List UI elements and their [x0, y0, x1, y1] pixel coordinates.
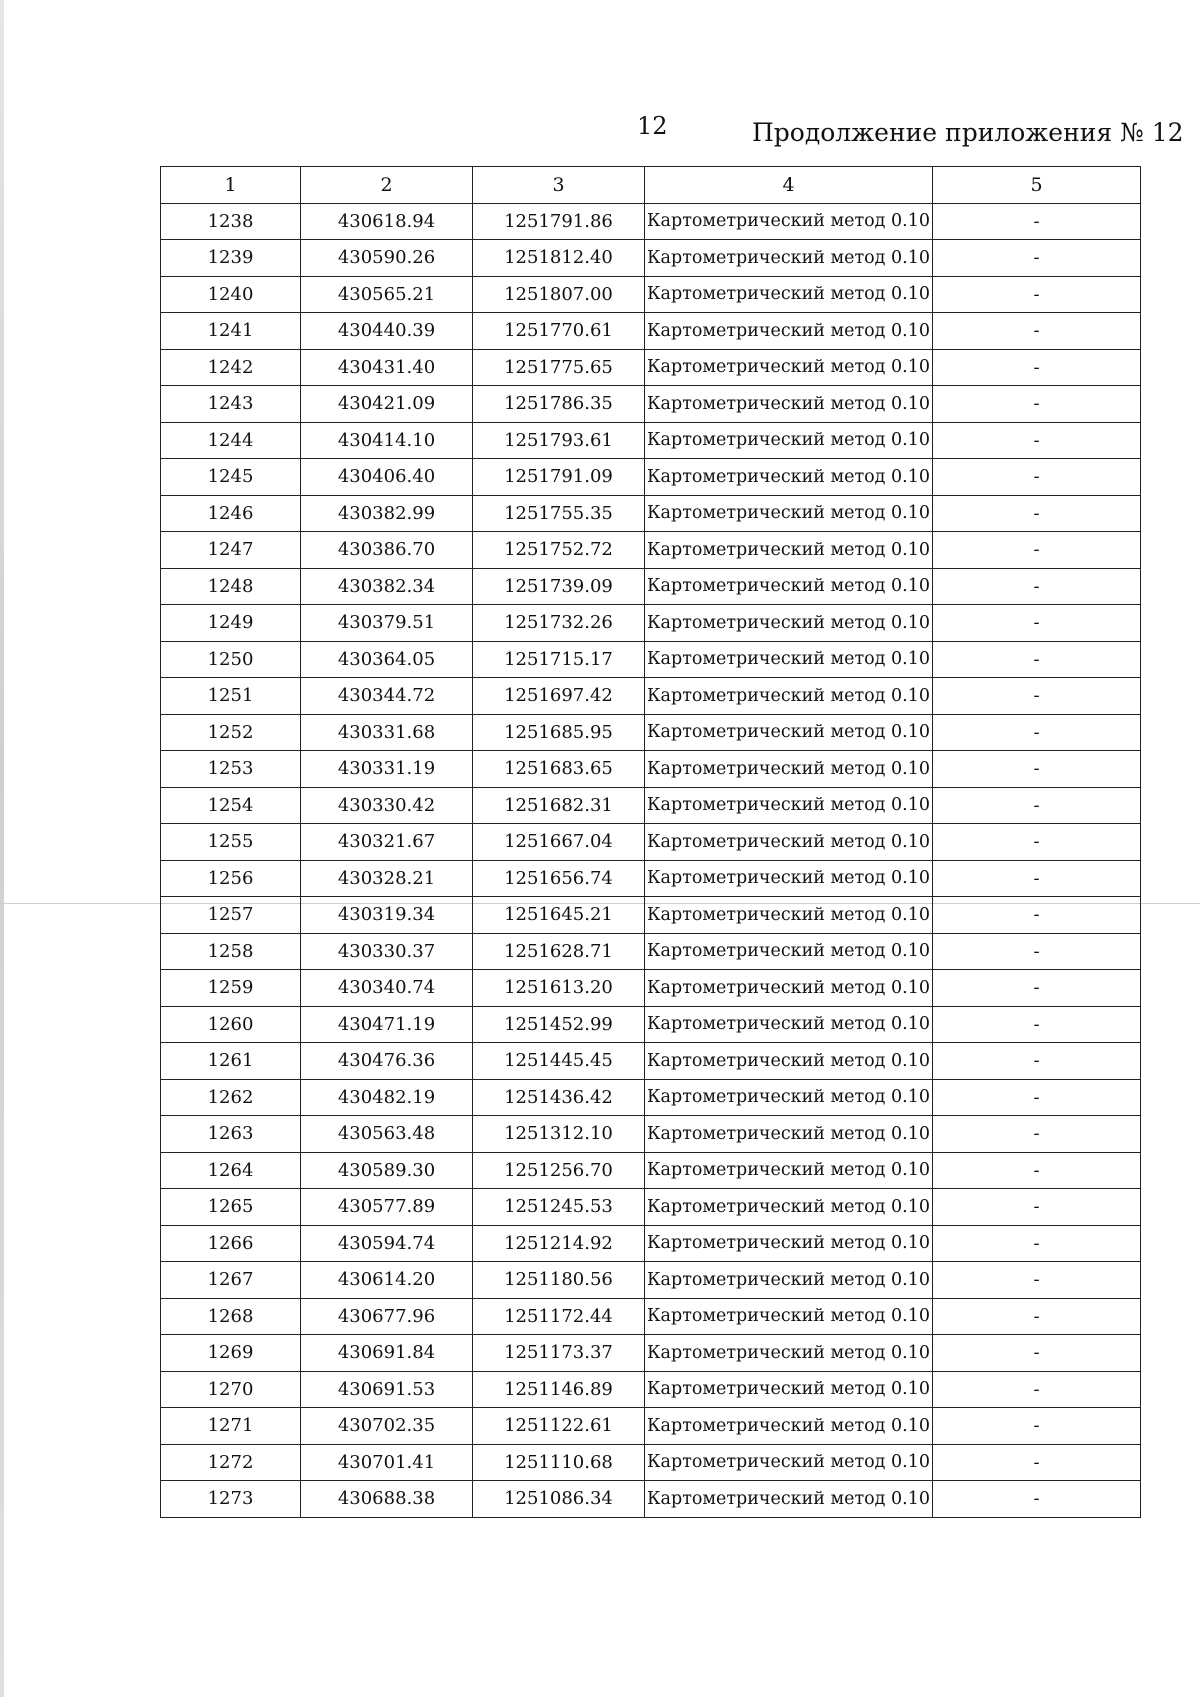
table-row — [161, 751, 1141, 788]
y-coordinate-cell: 1251645.21 — [473, 897, 645, 934]
note-cell: - — [933, 1006, 1141, 1043]
method-cell: Картометрический метод 0.10 — [645, 1189, 933, 1226]
x-coordinate-cell: 430482.19 — [301, 1079, 473, 1116]
point-number-cell: 1247 — [161, 532, 301, 569]
y-coordinate-cell: 1251628.71 — [473, 933, 645, 970]
method-cell: Картометрический метод 0.10 — [645, 1116, 933, 1153]
table-row — [161, 897, 1141, 934]
table-row — [161, 1371, 1141, 1408]
y-coordinate-cell: 1251793.61 — [473, 422, 645, 459]
point-number-cell: 1246 — [161, 495, 301, 532]
point-number-cell: 1263 — [161, 1116, 301, 1153]
table-row — [161, 1481, 1141, 1518]
table-row — [161, 349, 1141, 386]
note-cell: - — [933, 1189, 1141, 1226]
y-coordinate-cell: 1251436.42 — [473, 1079, 645, 1116]
y-coordinate-cell: 1251732.26 — [473, 605, 645, 642]
table-row — [161, 276, 1141, 313]
note-cell: - — [933, 313, 1141, 350]
x-coordinate-cell: 430702.35 — [301, 1408, 473, 1445]
y-coordinate-cell: 1251682.31 — [473, 787, 645, 824]
table-row — [161, 824, 1141, 861]
table-row — [161, 714, 1141, 751]
method-cell: Картометрический метод 0.10 — [645, 1444, 933, 1481]
x-coordinate-cell: 430382.99 — [301, 495, 473, 532]
header-row — [161, 167, 1141, 204]
note-cell: - — [933, 933, 1141, 970]
y-coordinate-cell: 1251146.89 — [473, 1371, 645, 1408]
note-cell: - — [933, 970, 1141, 1007]
x-coordinate-cell: 430331.19 — [301, 751, 473, 788]
y-coordinate-cell: 1251697.42 — [473, 678, 645, 715]
point-number-cell: 1242 — [161, 349, 301, 386]
y-coordinate-cell: 1251755.35 — [473, 495, 645, 532]
point-number-cell: 1249 — [161, 605, 301, 642]
note-cell: - — [933, 203, 1141, 240]
x-coordinate-cell: 430330.37 — [301, 933, 473, 970]
point-number-cell: 1248 — [161, 568, 301, 605]
note-cell: - — [933, 824, 1141, 861]
page-number: 12 — [637, 112, 668, 140]
point-number-cell: 1244 — [161, 422, 301, 459]
note-cell: - — [933, 1043, 1141, 1080]
y-coordinate-cell: 1251245.53 — [473, 1189, 645, 1226]
point-number-cell: 1260 — [161, 1006, 301, 1043]
y-coordinate-cell: 1251812.40 — [473, 240, 645, 277]
note-cell: - — [933, 532, 1141, 569]
x-coordinate-cell: 430319.34 — [301, 897, 473, 934]
method-cell: Картометрический метод 0.10 — [645, 605, 933, 642]
note-cell: - — [933, 1481, 1141, 1518]
table-row — [161, 970, 1141, 1007]
x-coordinate-cell: 430594.74 — [301, 1225, 473, 1262]
note-cell: - — [933, 605, 1141, 642]
note-cell: - — [933, 386, 1141, 423]
appendix-title: Продолжение приложения № 12 — [752, 118, 1184, 147]
table-row — [161, 1006, 1141, 1043]
method-cell: Картометрический метод 0.10 — [645, 970, 933, 1007]
point-number-cell: 1264 — [161, 1152, 301, 1189]
note-cell: - — [933, 1444, 1141, 1481]
coordinates-table — [160, 166, 1141, 1518]
method-cell: Картометрический метод 0.10 — [645, 1043, 933, 1080]
table-row — [161, 495, 1141, 532]
y-coordinate-cell: 1251086.34 — [473, 1481, 645, 1518]
note-cell: - — [933, 1408, 1141, 1445]
method-cell: Картометрический метод 0.10 — [645, 860, 933, 897]
point-number-cell: 1240 — [161, 276, 301, 313]
method-cell: Картометрический метод 0.10 — [645, 349, 933, 386]
y-coordinate-cell: 1251770.61 — [473, 313, 645, 350]
point-number-cell: 1245 — [161, 459, 301, 496]
point-number-cell: 1258 — [161, 933, 301, 970]
table-row — [161, 1335, 1141, 1372]
note-cell: - — [933, 1371, 1141, 1408]
point-number-cell: 1272 — [161, 1444, 301, 1481]
method-cell: Картометрический метод 0.10 — [645, 1298, 933, 1335]
point-number-cell: 1255 — [161, 824, 301, 861]
method-cell: Картометрический метод 0.10 — [645, 933, 933, 970]
table-row — [161, 532, 1141, 569]
y-coordinate-cell: 1251256.70 — [473, 1152, 645, 1189]
x-coordinate-cell: 430577.89 — [301, 1189, 473, 1226]
x-coordinate-cell: 430701.41 — [301, 1444, 473, 1481]
y-coordinate-cell: 1251752.72 — [473, 532, 645, 569]
method-cell: Картометрический метод 0.10 — [645, 1006, 933, 1043]
table-row — [161, 678, 1141, 715]
x-coordinate-cell: 430406.40 — [301, 459, 473, 496]
method-cell: Картометрический метод 0.10 — [645, 641, 933, 678]
x-coordinate-cell: 430691.84 — [301, 1335, 473, 1372]
method-cell: Картометрический метод 0.10 — [645, 240, 933, 277]
method-cell: Картометрический метод 0.10 — [645, 714, 933, 751]
table-row — [161, 313, 1141, 350]
table-row — [161, 568, 1141, 605]
method-cell: Картометрический метод 0.10 — [645, 203, 933, 240]
table-row — [161, 1444, 1141, 1481]
y-coordinate-cell: 1251775.65 — [473, 349, 645, 386]
y-coordinate-cell: 1251807.00 — [473, 276, 645, 313]
column-header-3: 3 — [473, 167, 645, 204]
note-cell: - — [933, 787, 1141, 824]
point-number-cell: 1271 — [161, 1408, 301, 1445]
x-coordinate-cell: 430688.38 — [301, 1481, 473, 1518]
point-number-cell: 1262 — [161, 1079, 301, 1116]
x-coordinate-cell: 430440.39 — [301, 313, 473, 350]
column-header-5: 5 — [933, 167, 1141, 204]
method-cell: Картометрический метод 0.10 — [645, 1371, 933, 1408]
note-cell: - — [933, 678, 1141, 715]
method-cell: Картометрический метод 0.10 — [645, 1481, 933, 1518]
x-coordinate-cell: 430330.42 — [301, 787, 473, 824]
point-number-cell: 1257 — [161, 897, 301, 934]
point-number-cell: 1269 — [161, 1335, 301, 1372]
note-cell: - — [933, 897, 1141, 934]
y-coordinate-cell: 1251791.86 — [473, 203, 645, 240]
note-cell: - — [933, 1152, 1141, 1189]
point-number-cell: 1251 — [161, 678, 301, 715]
column-header-4: 4 — [645, 167, 933, 204]
table-row — [161, 641, 1141, 678]
y-coordinate-cell: 1251786.35 — [473, 386, 645, 423]
table-row — [161, 422, 1141, 459]
point-number-cell: 1270 — [161, 1371, 301, 1408]
note-cell: - — [933, 1225, 1141, 1262]
y-coordinate-cell: 1251683.65 — [473, 751, 645, 788]
table-row — [161, 459, 1141, 496]
point-number-cell: 1261 — [161, 1043, 301, 1080]
table-row — [161, 933, 1141, 970]
method-cell: Картометрический метод 0.10 — [645, 1262, 933, 1299]
column-header-2: 2 — [301, 167, 473, 204]
x-coordinate-cell: 430344.72 — [301, 678, 473, 715]
x-coordinate-cell: 430618.94 — [301, 203, 473, 240]
x-coordinate-cell: 430331.68 — [301, 714, 473, 751]
method-cell: Картометрический метод 0.10 — [645, 276, 933, 313]
method-cell: Картометрический метод 0.10 — [645, 422, 933, 459]
point-number-cell: 1252 — [161, 714, 301, 751]
y-coordinate-cell: 1251739.09 — [473, 568, 645, 605]
point-number-cell: 1256 — [161, 860, 301, 897]
y-coordinate-cell: 1251122.61 — [473, 1408, 645, 1445]
x-coordinate-cell: 430589.30 — [301, 1152, 473, 1189]
method-cell: Картометрический метод 0.10 — [645, 386, 933, 423]
column-header-1: 1 — [161, 167, 301, 204]
note-cell: - — [933, 714, 1141, 751]
note-cell: - — [933, 1335, 1141, 1372]
table-row — [161, 787, 1141, 824]
x-coordinate-cell: 430431.40 — [301, 349, 473, 386]
table-row — [161, 1298, 1141, 1335]
method-cell: Картометрический метод 0.10 — [645, 1152, 933, 1189]
table-row — [161, 1408, 1141, 1445]
y-coordinate-cell: 1251667.04 — [473, 824, 645, 861]
y-coordinate-cell: 1251452.99 — [473, 1006, 645, 1043]
point-number-cell: 1250 — [161, 641, 301, 678]
x-coordinate-cell: 430691.53 — [301, 1371, 473, 1408]
method-cell: Картометрический метод 0.10 — [645, 532, 933, 569]
y-coordinate-cell: 1251214.92 — [473, 1225, 645, 1262]
note-cell: - — [933, 1116, 1141, 1153]
y-coordinate-cell: 1251173.37 — [473, 1335, 645, 1372]
y-coordinate-cell: 1251791.09 — [473, 459, 645, 496]
x-coordinate-cell: 430677.96 — [301, 1298, 473, 1335]
table-row — [161, 1225, 1141, 1262]
y-coordinate-cell: 1251180.56 — [473, 1262, 645, 1299]
x-coordinate-cell: 430614.20 — [301, 1262, 473, 1299]
point-number-cell: 1253 — [161, 751, 301, 788]
y-coordinate-cell: 1251110.68 — [473, 1444, 645, 1481]
method-cell: Картометрический метод 0.10 — [645, 678, 933, 715]
y-coordinate-cell: 1251445.45 — [473, 1043, 645, 1080]
point-number-cell: 1241 — [161, 313, 301, 350]
table-row — [161, 860, 1141, 897]
table-row — [161, 240, 1141, 277]
point-number-cell: 1239 — [161, 240, 301, 277]
method-cell: Картометрический метод 0.10 — [645, 1335, 933, 1372]
table-row — [161, 203, 1141, 240]
note-cell: - — [933, 1262, 1141, 1299]
table-row — [161, 386, 1141, 423]
x-coordinate-cell: 430379.51 — [301, 605, 473, 642]
point-number-cell: 1243 — [161, 386, 301, 423]
x-coordinate-cell: 430565.21 — [301, 276, 473, 313]
method-cell: Картометрический метод 0.10 — [645, 568, 933, 605]
x-coordinate-cell: 430414.10 — [301, 422, 473, 459]
method-cell: Картометрический метод 0.10 — [645, 1408, 933, 1445]
x-coordinate-cell: 430421.09 — [301, 386, 473, 423]
x-coordinate-cell: 430476.36 — [301, 1043, 473, 1080]
x-coordinate-cell: 430590.26 — [301, 240, 473, 277]
y-coordinate-cell: 1251312.10 — [473, 1116, 645, 1153]
method-cell: Картометрический метод 0.10 — [645, 459, 933, 496]
method-cell: Картометрический метод 0.10 — [645, 787, 933, 824]
x-coordinate-cell: 430364.05 — [301, 641, 473, 678]
note-cell: - — [933, 349, 1141, 386]
y-coordinate-cell: 1251656.74 — [473, 860, 645, 897]
point-number-cell: 1254 — [161, 787, 301, 824]
point-number-cell: 1265 — [161, 1189, 301, 1226]
table-header — [161, 167, 1141, 204]
note-cell: - — [933, 641, 1141, 678]
scan-edge — [0, 0, 4, 1697]
note-cell: - — [933, 240, 1141, 277]
table-row — [161, 1262, 1141, 1299]
x-coordinate-cell: 430328.21 — [301, 860, 473, 897]
point-number-cell: 1268 — [161, 1298, 301, 1335]
note-cell: - — [933, 459, 1141, 496]
method-cell: Картометрический метод 0.10 — [645, 495, 933, 532]
x-coordinate-cell: 430386.70 — [301, 532, 473, 569]
point-number-cell: 1259 — [161, 970, 301, 1007]
point-number-cell: 1266 — [161, 1225, 301, 1262]
note-cell: - — [933, 422, 1141, 459]
table-row — [161, 1152, 1141, 1189]
point-number-cell: 1267 — [161, 1262, 301, 1299]
note-cell: - — [933, 751, 1141, 788]
table-row — [161, 1079, 1141, 1116]
x-coordinate-cell: 430340.74 — [301, 970, 473, 1007]
note-cell: - — [933, 276, 1141, 313]
y-coordinate-cell: 1251613.20 — [473, 970, 645, 1007]
x-coordinate-cell: 430471.19 — [301, 1006, 473, 1043]
note-cell: - — [933, 495, 1141, 532]
method-cell: Картометрический метод 0.10 — [645, 1079, 933, 1116]
method-cell: Картометрический метод 0.10 — [645, 824, 933, 861]
note-cell: - — [933, 1298, 1141, 1335]
note-cell: - — [933, 1079, 1141, 1116]
table-row — [161, 605, 1141, 642]
note-cell: - — [933, 860, 1141, 897]
point-number-cell: 1238 — [161, 203, 301, 240]
method-cell: Картометрический метод 0.10 — [645, 313, 933, 350]
table-row — [161, 1189, 1141, 1226]
table-row — [161, 1116, 1141, 1153]
method-cell: Картометрический метод 0.10 — [645, 751, 933, 788]
x-coordinate-cell: 430321.67 — [301, 824, 473, 861]
table-body — [161, 203, 1141, 1517]
table-row — [161, 1043, 1141, 1080]
note-cell: - — [933, 568, 1141, 605]
y-coordinate-cell: 1251172.44 — [473, 1298, 645, 1335]
method-cell: Картометрический метод 0.10 — [645, 897, 933, 934]
y-coordinate-cell: 1251715.17 — [473, 641, 645, 678]
point-number-cell: 1273 — [161, 1481, 301, 1518]
x-coordinate-cell: 430382.34 — [301, 568, 473, 605]
method-cell: Картометрический метод 0.10 — [645, 1225, 933, 1262]
y-coordinate-cell: 1251685.95 — [473, 714, 645, 751]
x-coordinate-cell: 430563.48 — [301, 1116, 473, 1153]
